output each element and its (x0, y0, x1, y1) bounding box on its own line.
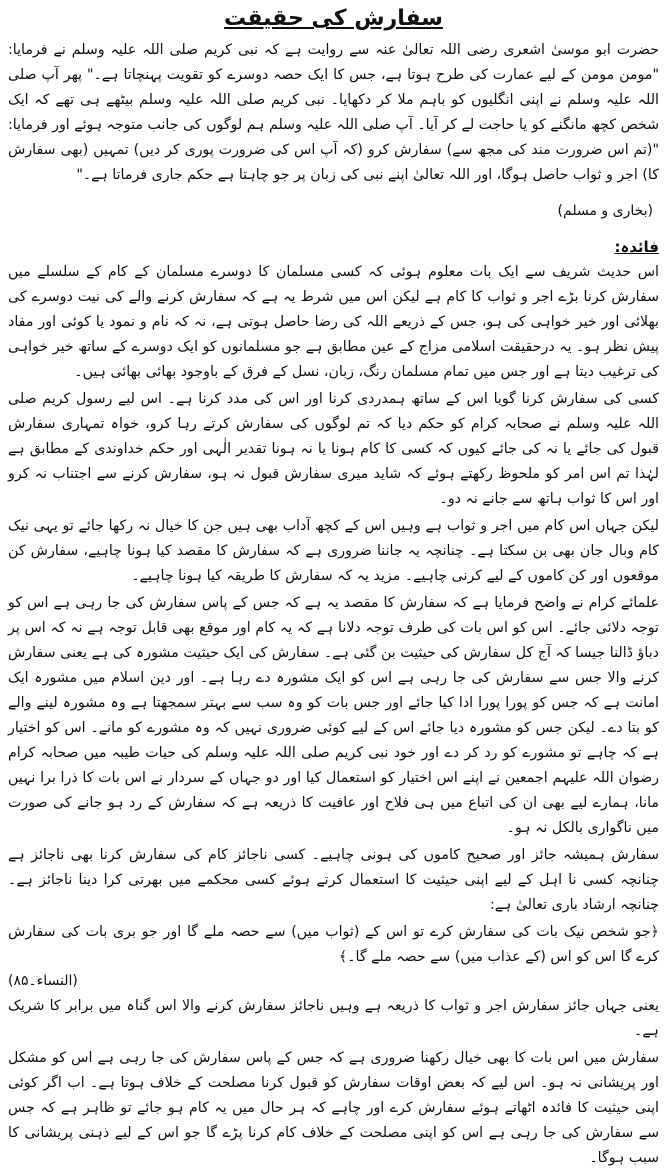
section-heading: فائدہ: (614, 238, 659, 256)
article-title: سفارش کی حقیقت (224, 6, 443, 31)
article-page (8, 4, 659, 1166)
body-paragraph-3: لیکن جہاں اس کام میں اجر و ثواب ہے وہیں اس کے کچھ آداب بھی ہیں جن کا خیال نہ رکھا جائے تو یہی نیک کام وبال جان بھی بن سکتا ہے۔ چنانچہ یہ جاننا ضروری ہے کہ سفارش کا مقصد کیا ہونا چاہیے، سفارش کن موقعوں اور کن کاموں کے لیے کرنی چاہیے۔ مزید یہ کہ سفارش کا طریقہ کیا ہونا چاہیے۔ (8, 518, 659, 584)
hadith-reference: (بخاری و مسلم) (557, 203, 653, 219)
quran-reference: (النساء۔۸۵) (8, 973, 78, 989)
body-paragraph-1: اس حدیث شریف سے ایک بات معلوم ہوئی کہ کسی مسلمان کا دوسرے مسلمان کے کام کے سلسلے میں سفارش کرنا بڑے اجر و ثواب کا کام ہے لیکن اس میں شرط یہ ہے کہ سفارش کرنے والے کی نیت دوسرے کی بھلائی اور خیر خواہی کی ہو، جس کے ذریعے اللہ کی رضا حاصل ہوتی ہے، نہ کہ نام و نمود یا کوئی اور مفاد پیش نظر ہو۔ یہ درحقیقت اسلامی مزاج کے عین مطابق ہے جو مسلمانوں کو ایک دوسرے کے ساتھ خیر خواہی کی ترغیب دیتا ہے اور جس میں تمام مسلمان رنگ، زبان، نسل کے فرق کے باوجود بھائی بھائی ہیں۔ (8, 264, 659, 380)
closing-paragraph-2: سفارش میں اس بات کا بھی خیال رکھنا ضروری ہے کہ جس کے پاس سفارش کی جا رہی ہے اس کو مشکل اور پریشانی نہ ہو۔ اس لیے کہ بعض اوقات سفارش کو قبول کرنا مصلحت کے خلاف ہوتا ہے۔ اب اگر کوئی اپنی حیثیت کا فائدہ اٹھاتے ہوئے سفارش کرے اور چاہے کہ ہر حال میں یہ کام ہو جائے تو ظاہر ہے کہ جس سے سفارش کی جا رہی ہے اس کو اپنی مصلحت کے خلاف کام کرنا پڑے گا جو اس کے لیے ذہنی پریشانی کا سبب ہوگا۔ (8, 1050, 659, 1166)
hadith-paragraph: حضرت ابو موسیٰ اشعری رضی اللہ تعالیٰ عنہ سے روایت ہے کہ نبی کریم صلی اللہ علیہ وسلم نے فرمایا: "مومن مومن کے لیے عمارت کی طرح ہوتا ہے، جس کا ایک حصہ دوسرے کو تقویت پہنچاتا ہے۔" پھر آپ صلی اللہ علیہ وسلم نے اپنی انگلیوں کو باہم ملا کر دکھایا۔ نبی کریم صلی اللہ علیہ وسلم بیٹھے ہی تھے کہ ایک شخص کچھ مانگنے کو یا حاجت لے کر آیا۔ آپ صلی اللہ علیہ وسلم ہم لوگوں کی جانب متوجہ ہوئے اور فرمایا: "(تم اس ضرورت مند کی مجھ سے) سفارش کرو (کہ آپ اس کی ضرورت پوری کر دیں) تمہیں (بھی سفارش کا) اجر و ثواب حاصل ہوگا، اور اللہ تعالیٰ اپنے نبی کی زبان پر جو چاہتا ہے حکم جاری فرماتا ہے۔" (8, 42, 659, 183)
quran-quote: ﴿جو شخص نیک بات کی سفارش کرے تو اس کے (ثواب میں) سے حصہ ملے گا اور جو بری بات کی سفارش کرے گا اس کو اس (کے عذاب میں) سے حصہ ملے گا۔﴾ (8, 924, 659, 965)
body-paragraph-2: کسی کی سفارش کرنا گویا اس کے ساتھ ہمدردی کرنا اور اس کی مدد کرنا ہے۔ اس لیے رسول کریم صلی اللہ علیہ وسلم نے صحابہ کرام کو حکم دیا کہ تم لوگوں کی سفارش کرتے رہا کرو، خواہ تمہاری سفارش قبول کی جائے یا نہ کی جائے کیوں کہ کسی کا کام ہونا یا نہ ہونا تقدیر الٰہی اور حکم خداوندی کے مطابق ہے لہٰذا تم اس امر کو ملحوظ رکھتے ہوئے کہ شاید میری سفارش قبول نہ ہو، سفارش کرنے سے اجتناب نہ کرو اور اس کا ثواب ہاتھ سے جانے نہ دو۔ (8, 391, 659, 507)
body-paragraph-5: سفارش ہمیشہ جائز اور صحیح کاموں کی ہونی چاہیے۔ کسی ناجائز کام کی سفارش کرنا بھی ناجائز ہے چنانچہ کسی نا اہل کے لیے اپنی حیثیت کا استعمال کرتے ہوئے کسی محکمے میں بھرتی کرا دینا ناجائز ہے۔ چنانچہ ارشاد باری تعالیٰ ہے: (8, 847, 659, 913)
body-paragraph-4: علمائے کرام نے واضح فرمایا ہے کہ سفارش کا مقصد یہ ہے کہ جس کے پاس سفارش کی جا رہی ہے اس کو توجہ دلائی جائے۔ اس کو اس بات کی طرف توجہ دلانا ہے کہ یہ کام اور موقع بھی قابل توجہ ہے نہ کہ اس پر دباؤ ڈالنا جیسا کہ آج کل سفارش کی حیثیت بن گئی ہے۔ سفارش کی ایک حیثیت مشورہ کی ہے یعنی سفارش کرنے والا جس سے سفارش کی جا رہی ہے اس کو ایک مشورہ دے رہا ہے۔ اور دین اسلام میں مشورہ ایک امانت ہے کہ جس کو پورا پورا ادا کیا جائے اور جس بات کو وہ سب سے بہتر سمجھتا ہے وہ مشورہ لینے والے کو بتا دے۔ لیکن جس کو مشورہ دیا جائے اس کے لیے کوئی ضروری نہیں کہ وہ مشورے کو مانے۔ اس کو اختیار ہے کہ چاہے تو مشورے کو رد کر دے اور خود نبی کریم صلی اللہ علیہ وسلم کی حیات طیبہ میں صحابہ کرام رضوان اللہ علیہم اجمعین نے اپنے اس اختیار کو استعمال کیا اور دو جہاں کے سردار نے اس بات کا ذرا برا نہیں مانا، ہمارے لیے بھی ان کی اتباع میں ہی فلاح اور عافیت کا ذریعہ ہے کہ سفارش کے رد ہو جانے کی صورت میں ناگواری بالکل نہ ہو۔ (8, 595, 659, 836)
closing-paragraph-1: یعنی جہاں جائز سفارش اجر و ثواب کا ذریعہ ہے وہیں ناجائز سفارش کرنے والا اس گناہ میں برابر کا شریک ہے۔ (8, 998, 659, 1039)
